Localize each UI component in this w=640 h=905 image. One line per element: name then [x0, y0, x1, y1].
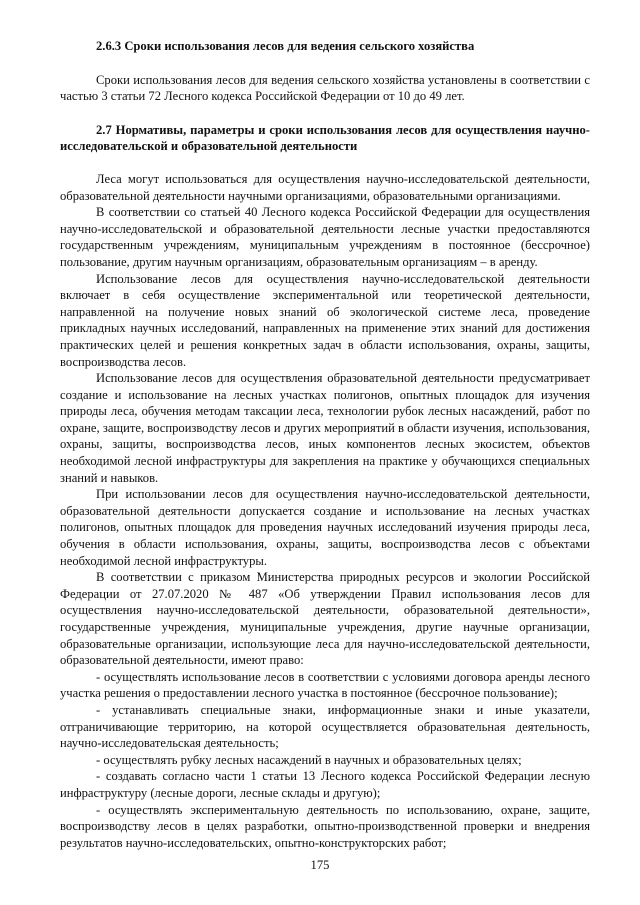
paragraph: В соответствии с приказом Министерства природных ресурсов и экологии Российской Федерации от 27.07.2020 № 487 «Об утверждении Правил использования лесов для осуществления научно-исследовательской деятельности, образовательной деятельности», государственные учреждения, муниципальные учреждения, другие научные организации, образовательные организации, использующие леса для научно-исследовательской деятельности, образовательной деятельности, имеют право: [60, 570, 590, 668]
section-heading-2-7: 2.7 Нормативы, параметры и сроки использования лесов для осуществления научно-исследовательской и образовательной деятельности [60, 122, 590, 154]
paragraph: Использование лесов для осуществления образовательной деятельности предусматривает создание и использование на лесных участках полигонов, опытных площадок для изучения природы леса, обучения методам таксации леса, технологии рубок лесных насаждений, работ по охране, защите, воспроизводству лесов и других мероприятий в области изучения, использования, охраны, защиты, воспроизводства лесов, иных компонентов лесных экосистем, объектов необходимой лесной инфраструктуры для закрепления на практике у обучающихся специальных знаний и навыков. [60, 371, 590, 485]
page-number: 175 [310, 858, 330, 872]
rights-list-item: - осуществлять экспериментальную деятельность по использованию, охране, защите, воспроизводству лесов в целях разработки, опытно-производственной проверки и внедрения результатов научно-исследовательских, опытно-конструкторских работ; [60, 802, 590, 850]
paragraph: В соответствии со статьей 40 Лесного кодекса Российской Федерации для осуществления научно-исследовательской и образовательной деятельности лесные участки предоставляются государственным учреждениям, муниципальным учреждениям в постоянное (бессрочное) пользование, другим научным организациям, образовательным организациям – в аренду. [60, 205, 590, 269]
paragraph: При использовании лесов для осуществления научно-исследовательской деятельности, образовательной деятельности допускается создание и использование на лесных участках полигонов, опытных площадок для проведения научных исследований изучения природы леса, обучения в области использования, охраны, защиты, воспроизводства лесов с объектами необходимой лесной инфраструктуры. [60, 487, 590, 568]
document-page [60, 38, 590, 851]
paragraph: Леса могут использоваться для осуществления научно-исследовательской деятельности, образовательной деятельности научными организациями, образовательными организациями. [60, 171, 590, 203]
rights-list-item: - осуществлять рубку лесных насаждений в научных и образовательных целях; [96, 752, 522, 767]
paragraph: Использование лесов для осуществления научно-исследовательской деятельности включает в себя осуществление экспериментальной или теоретической деятельности, направленной на получение новых знаний об экологической системе леса, проведение прикладных научных исследований, направленных на применение этих знаний для достижения практических целей и решения конкретных задач в области использования, охраны, защиты, воспроизводства лесов. [60, 271, 590, 369]
rights-list-item: - создавать согласно части 1 статьи 13 Лесного кодекса Российской Федерации лесную инфраструктуру (лесные дороги, лесные склады и другую); [60, 769, 590, 800]
rights-list-item: - устанавливать специальные знаки, информационные знаки и иные указатели, отграничивающие территорию, на которой осуществляется образовательная деятельность, научно-исследовательская деятельность; [60, 702, 590, 751]
rights-list-item: - осуществлять использование лесов в соответствии с условиями договора аренды лесного участка решения о предоставлении лесного участка в постоянное (бессрочное пользование); [60, 669, 590, 701]
paragraph-agriculture-terms: Сроки использования лесов для ведения сельского хозяйства установлены в соответствии с частью 3 статьи 72 Лесного кодекса Российской Федерации от 10 до 49 лет. [60, 72, 590, 104]
section-heading-2-6-3: 2.6.3 Сроки использования лесов для ведения сельского хозяйства [96, 39, 475, 53]
